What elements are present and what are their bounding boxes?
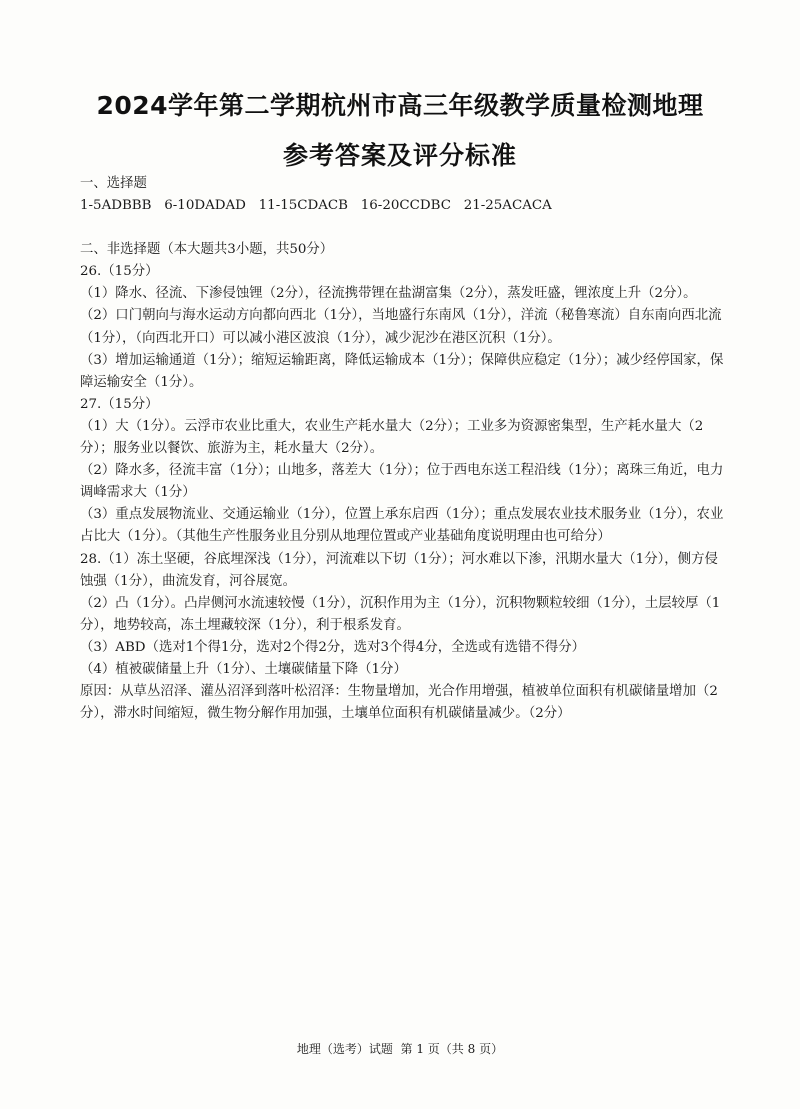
q27-answer-2: （2）降水多，径流丰富（1分）；山地多，落差大（1分）；位于西电东送工程沿线（1分）；离珠三角近，电力调峰需求大（1分）	[80, 463, 724, 501]
section1-heading: 一、选择题	[80, 176, 147, 191]
section2-heading: 二、非选择题（本大题共3小题，共50分）	[80, 242, 334, 258]
q26-answer-2: （2）口门朝向与海水运动方向都向西北（1分），当地盛行东南风（1分），洋流（秘鲁寒流）自东南向西北流（1分），（向西北开口）可以减小港区波浪（1分），减少泥沙在港区沉积（1分）。	[80, 308, 722, 346]
page-footer: 地理（选考）试题 第 1 页（共 8 页）	[296, 1042, 504, 1056]
q27-answer-1: （1）大（1分）。云浮市农业比重大，农业生产耗水量大（2分）；工业多为资源密集型，生产耗水量大（2分）；服务业以餐饮、旅游为主，耗水量大（2分）。	[80, 418, 704, 457]
q27-header: 27.（15分）	[80, 396, 159, 412]
q27-answer-3: （3）重点发展物流业、交通运输业（1分），位置上承东启西（1分）；重点发展农业技术服务业（1分），农业占比大（1分）。（其他生产性服务业且分别从地理位置或产业基础角度说明理由也可给分）	[80, 507, 724, 545]
page-title: 2024学年第二学期杭州市高三年级教学质量检测地理	[96, 91, 704, 120]
q28-answer-4: （4）植被碳储量上升（1分）、土壤碳储量下降（1分）	[80, 661, 407, 677]
answer-body	[80, 173, 730, 725]
q28-answer-2: （2）凸（1分）。凸岸侧河水流速较慢（1分），沉积作用为主（1分），沉积物颗粒较细（1分），土层较厚（1分），地势较高，冻土埋藏较深（1分），利于根系发育。	[80, 595, 721, 633]
q28-answer-1: 28.（1）冻土坚硬，谷底埋深浅（1分），河流难以下切（1分）；河水难以下渗，汛期水量大（1分），侧方侵蚀强（1分），曲流发育，河谷展宽。	[80, 551, 718, 589]
mc-answers: 1-5ADBBB 6-10DADAD 11-15CDACB 16-20CCDBC 21-25ACACA	[80, 198, 552, 214]
q28-reason: 原因：从草丛沼泽、灌丛沼泽到落叶松沼泽：生物量增加，光合作用增强，植被单位面积有机碳储量增加（2分），滞水时间缩短，微生物分解作用加强，土壤单位面积有机碳储量减少。（2分）	[80, 684, 718, 722]
q26-answer-1: （1）降水、径流、下渗侵蚀锂（2分），径流携带锂在盐湖富集（2分），蒸发旺盛，锂浓度上升（2分）。	[80, 286, 697, 302]
page-subtitle: 参考答案及评分标准	[282, 141, 517, 170]
q26-header: 26.（15分）	[80, 264, 159, 280]
q28-answer-3: （3）ABD（选对1个得1分，选对2个得2分，选对3个得4分，全选或有选错不得分）	[80, 639, 585, 655]
q26-answer-3: （3）增加运输通道（1分）；缩短运输距离，降低运输成本（1分）；保障供应稳定（1分）；减少经停国家，保障运输安全（1分）。	[80, 352, 724, 390]
